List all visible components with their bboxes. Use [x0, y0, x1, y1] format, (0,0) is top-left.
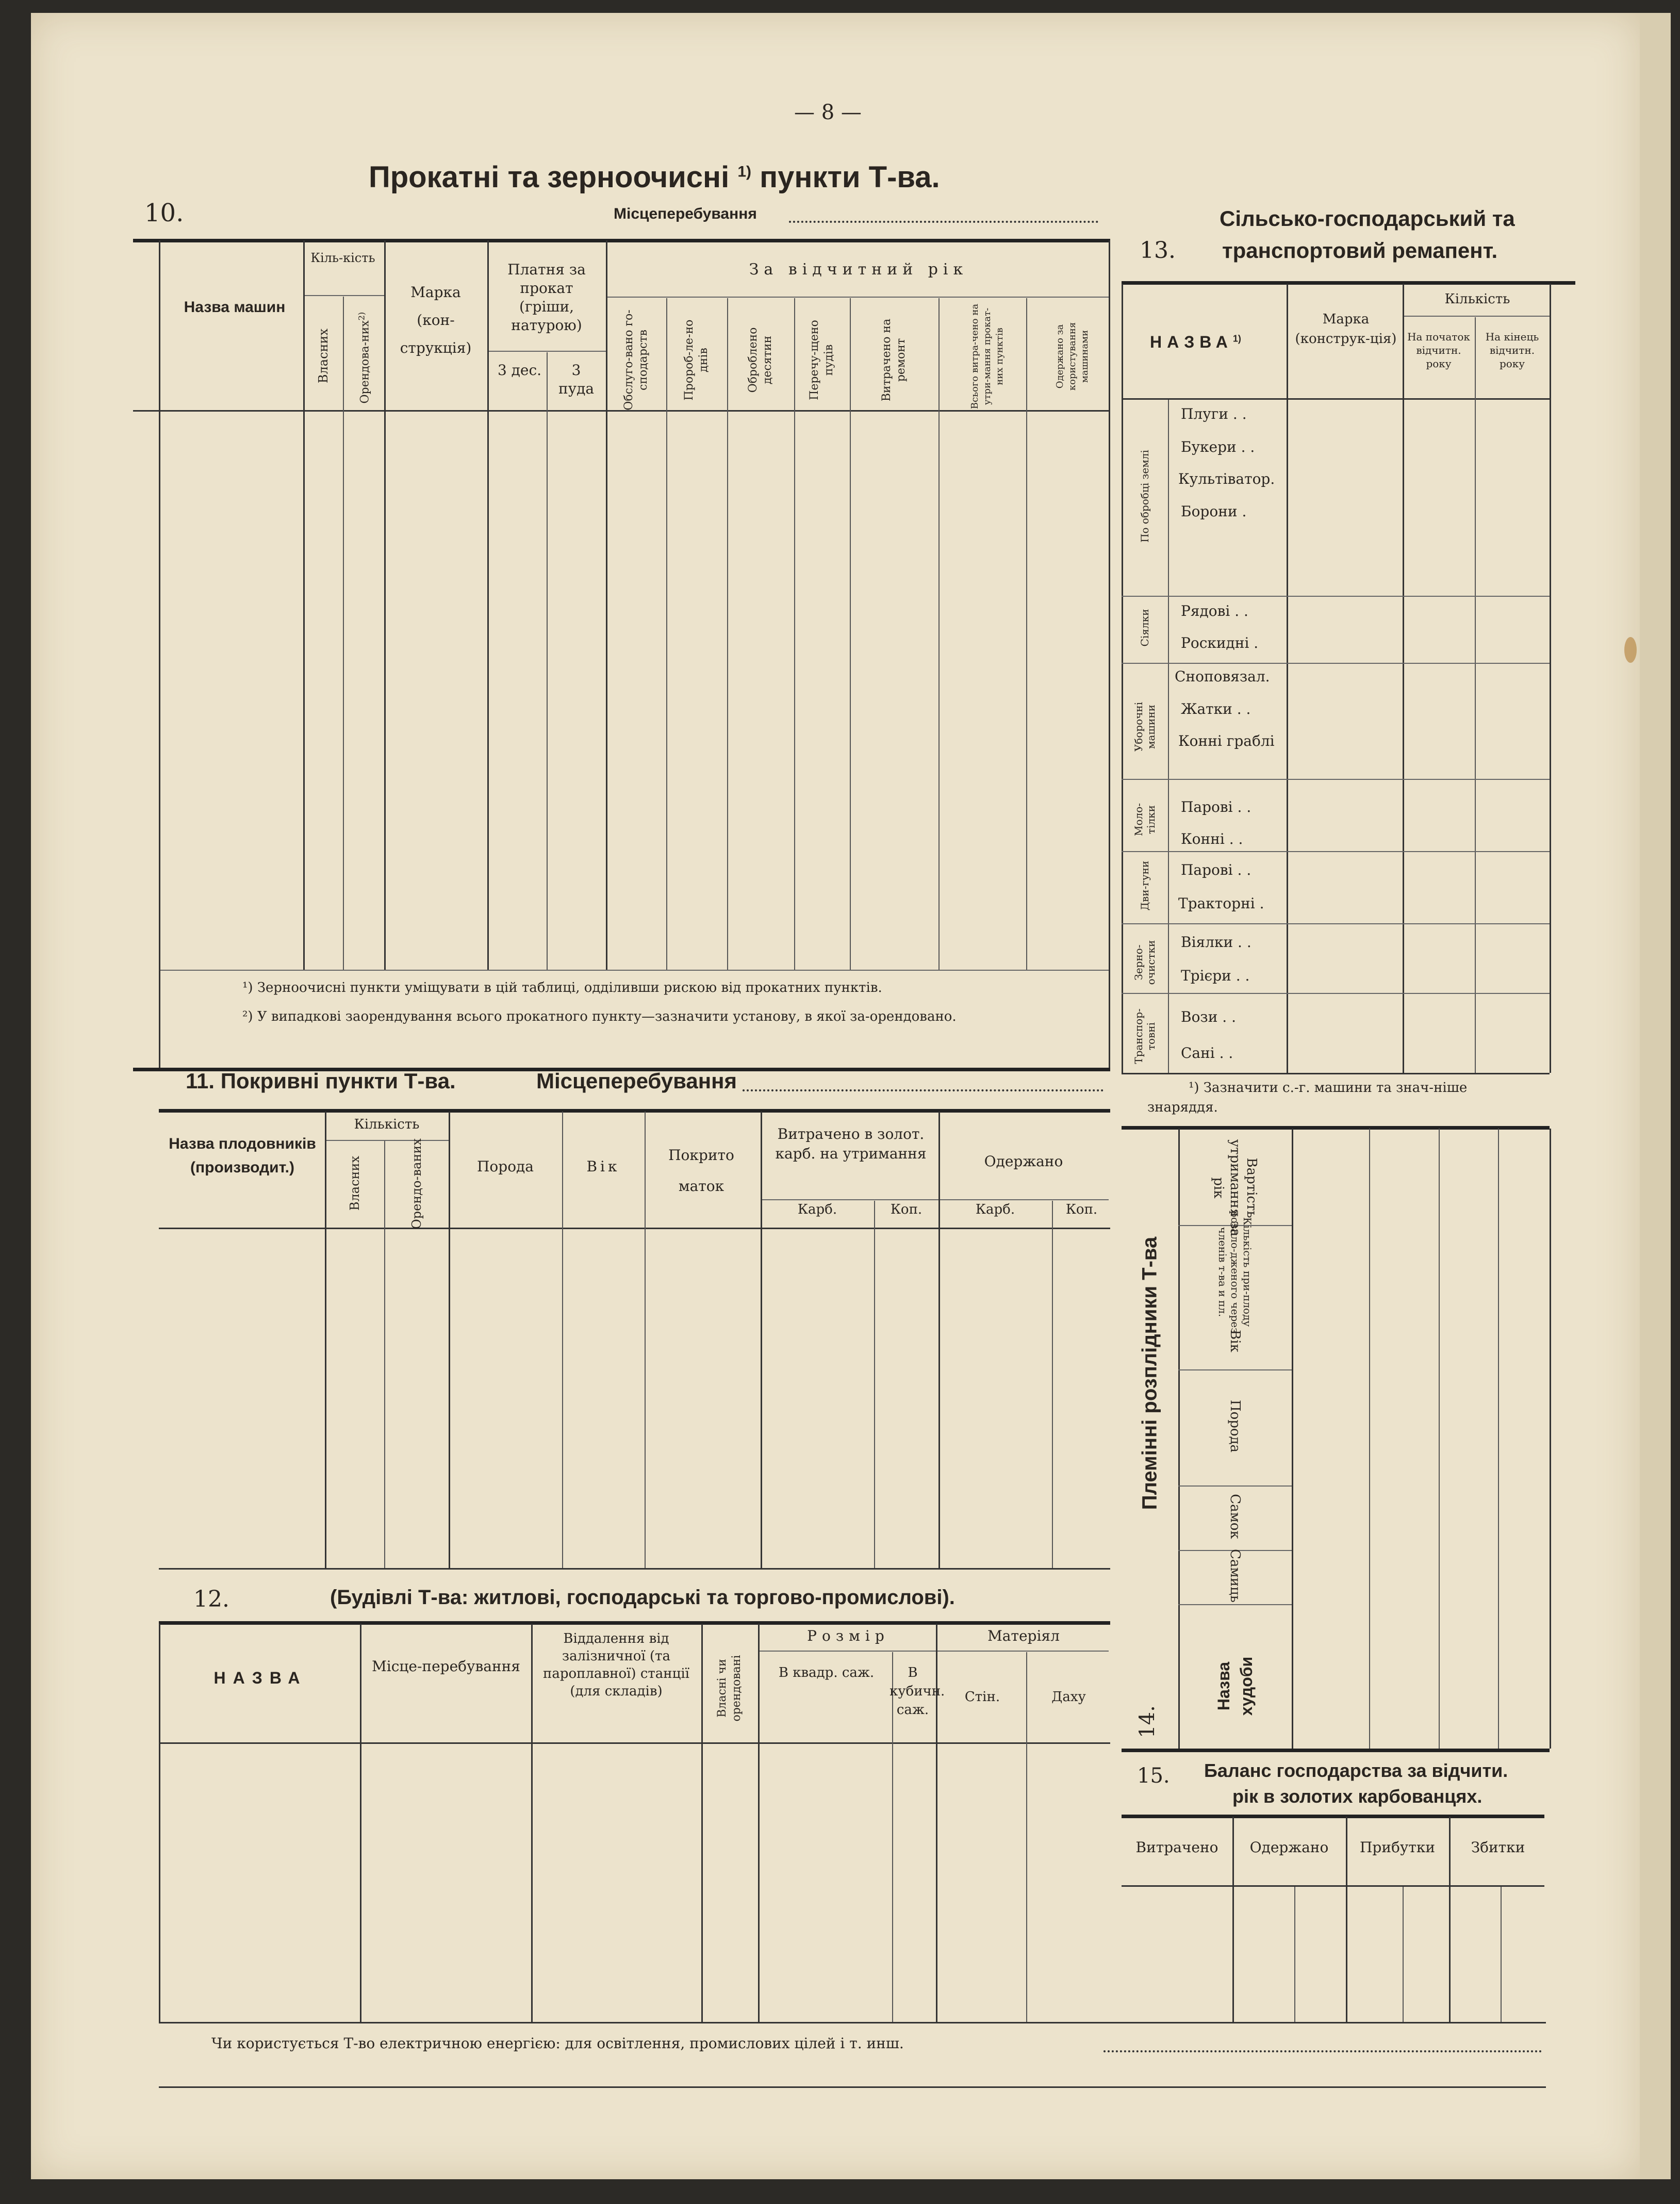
s10-col-line — [343, 297, 344, 970]
s15-header-bottom — [1122, 1885, 1544, 1887]
s13-title-a: Сільсько-господарський та — [1220, 206, 1515, 231]
s11-col-line — [1052, 1201, 1053, 1568]
s12-col-size: Розмір — [807, 1627, 890, 1644]
footer-bottom-rule — [159, 2086, 1546, 2088]
s12-col-distance: Віддалення від залізничної (та пароплавної) станції (для складів) — [543, 1631, 689, 1699]
s12-col-walls: Стін. — [964, 1689, 1000, 1705]
s13-item: Тракторні . — [1178, 895, 1264, 912]
s15-top-rule — [1122, 1815, 1544, 1818]
s10-col-own: Власних — [316, 328, 331, 384]
s10-col-line — [487, 240, 489, 970]
s10-col-line — [850, 298, 851, 970]
s11-location-label: Місцеперебування — [536, 1069, 737, 1093]
s13-item: Жатки . . — [1181, 700, 1251, 717]
s11-col-age: Вік — [586, 1158, 620, 1175]
s14-col-line — [1498, 1129, 1499, 1749]
s11-col-name: Назва плодовників (производит.) — [169, 1135, 316, 1176]
s13-item: Конні граблі — [1178, 732, 1275, 749]
s11-col-line — [384, 1141, 385, 1568]
s11-kop-1: Коп. — [890, 1202, 923, 1217]
s13-item: Конні . . — [1181, 830, 1243, 847]
s15-col-line — [1501, 1887, 1502, 2022]
s11-col-line — [562, 1112, 563, 1568]
s10-col-line — [606, 240, 607, 970]
s12-col-material: Матеріял — [987, 1627, 1060, 1644]
s13-group-6: Зерно-очистки — [1132, 940, 1157, 985]
s13-item: Віялки . . — [1181, 934, 1251, 951]
s11-kop-2: Коп. — [1065, 1202, 1098, 1217]
s11-col-line — [449, 1112, 450, 1568]
s11-col-line — [645, 1112, 646, 1568]
page-number: — 8 — — [794, 101, 862, 124]
s15-col-received: Одержано — [1249, 1839, 1329, 1856]
s13-item: Борони . — [1181, 503, 1247, 520]
s15-col-profit: Прибутки — [1360, 1839, 1435, 1856]
s12-header-bottom — [159, 1742, 1110, 1744]
s13-item: Трієри . . — [1181, 967, 1250, 984]
s10-title: Прокатні та зерноочисні $^{1)}$ пункти Т-ва. — [369, 160, 940, 194]
s13-group-sep — [1122, 923, 1550, 924]
s14-col-cost: Вартість утримання за рік — [1211, 1139, 1259, 1237]
s11-col-rent: Орендо-ваних — [409, 1138, 424, 1229]
s11-location-line — [743, 1089, 1103, 1091]
s14-col-line — [1369, 1129, 1370, 1749]
s13-group-3: Уборочні машини — [1132, 701, 1157, 752]
s10-bottom-table-rule — [159, 970, 1110, 971]
s13-header-bottom — [1122, 398, 1550, 400]
s10-col-brand: Марка (кон-струкція) — [400, 284, 472, 356]
s11-col-breed: Порода — [477, 1158, 534, 1175]
s11-top-rule — [159, 1109, 1110, 1113]
s10-col-year: За відчитний рік — [749, 260, 968, 279]
s15-col-line — [1403, 1887, 1404, 2022]
s10-col-line — [303, 240, 305, 970]
s12-col-area: В квадр. саж. — [778, 1665, 875, 1680]
s14-bottom-rule — [1122, 1749, 1550, 1752]
s10-year-col-2: Пророб-ле-но днів — [683, 319, 710, 401]
s13-top-rule — [1122, 281, 1575, 285]
s10-col-line — [666, 298, 667, 970]
s12-left-border — [159, 1624, 160, 2022]
s13-col-name: НАЗВА$^{1)}$ — [1150, 333, 1241, 351]
s13-item: Сані . . — [1181, 1044, 1233, 1062]
s15-col-line — [1346, 1817, 1347, 2022]
s10-col-qty: Кіль-кість — [310, 251, 375, 265]
s10-col-line — [547, 352, 548, 970]
s13-item: Сноповязал. — [1175, 668, 1270, 685]
s11-col-received: Одержано — [984, 1153, 1063, 1170]
s11-karb-2: Карб. — [975, 1202, 1015, 1217]
s13-item: Рядові . . — [1181, 602, 1248, 619]
s11-qty-rule — [325, 1140, 449, 1141]
s13-qty-rule — [1403, 316, 1550, 317]
s12-col-owned: Власні чи орендовані — [716, 1655, 743, 1722]
s10-col-line — [794, 298, 795, 970]
s13-left-border — [1122, 284, 1123, 1073]
s11-money-rule — [761, 1199, 1109, 1200]
s15-number: 15. — [1137, 1764, 1170, 1788]
s10-right-border — [1109, 240, 1110, 1068]
s13-group-4: Моло-тілки — [1132, 803, 1157, 837]
s14-col-line — [1292, 1129, 1293, 1749]
s14-col-name: Назва худоби — [1214, 1656, 1256, 1716]
s13-col-brand: Марка (конструк-ція) — [1295, 312, 1397, 347]
s13-item: Плуги . . — [1181, 405, 1247, 422]
s13-item: Парові . . — [1181, 798, 1251, 815]
s13-item: Культіватор. — [1178, 470, 1275, 487]
s12-col-location: Місце-перебування — [372, 1658, 520, 1675]
s13-right-border — [1550, 284, 1551, 1073]
s12-bottom-rule — [159, 2022, 1546, 2023]
s13-group-sep — [1122, 851, 1550, 852]
s10-location-line — [789, 221, 1098, 223]
s10-note-1: ¹) Зерноочисні пункти уміщувати в цій таблиці, одділивши рискою від прокатних пунктів. — [242, 980, 882, 995]
s10-col-line — [384, 240, 386, 970]
s12-top-rule — [159, 1621, 1110, 1625]
s10-qty-rule — [304, 295, 386, 296]
s10-year-col-4: Перечу-щено пудів — [808, 320, 835, 400]
paper-stain — [1624, 637, 1637, 663]
s13-col-line — [1403, 284, 1404, 1073]
s14-col-line — [1178, 1129, 1180, 1749]
s13-item: Вози . . — [1181, 1008, 1236, 1025]
s13-title-b: транспортовий ремапент. — [1222, 238, 1498, 263]
s10-year-rule — [607, 297, 1110, 298]
s14-col-count: Кількість при-плоду розпло-дженого через членів т-ва и пл. — [1216, 1211, 1254, 1333]
s11-col-spent: Витрачено в золот. карб. на утримання — [775, 1125, 927, 1162]
s11-col-line — [938, 1112, 940, 1568]
s13-item: Роскидні . — [1181, 634, 1259, 651]
s13-bottom-rule — [1122, 1073, 1550, 1074]
s13-group-sep — [1122, 663, 1550, 664]
s14-right-border — [1550, 1129, 1551, 1749]
s15-col-spent: Витрачено — [1135, 1839, 1218, 1856]
s12-title: (Будівлі Т-ва: житлові, господарські та торгово-промислові). — [330, 1586, 955, 1609]
s11-header-bottom — [159, 1228, 1110, 1229]
s13-group-sep — [1122, 993, 1550, 994]
s15-col-loss: Збитки — [1471, 1839, 1525, 1856]
s14-col-male: Самок — [1227, 1494, 1243, 1539]
s11-bottom-rule — [159, 1568, 1110, 1570]
s11-title: 11. Покривні пункти Т-ва. — [186, 1069, 456, 1093]
s12-col-line — [758, 1624, 760, 2022]
s10-col-rent: Орендова-них$^{2)}$ — [356, 312, 372, 404]
s13-item: Парові . . — [1181, 861, 1251, 878]
s13-col-line — [1475, 317, 1476, 1073]
s15-col-line — [1232, 1817, 1234, 2022]
s13-group-sep — [1122, 779, 1550, 780]
s11-col-line — [761, 1112, 762, 1568]
s15-title-b: рік в золотих карбованцях. — [1232, 1786, 1483, 1807]
s10-year-col-1: Обслуго-вано го-сподарств — [622, 309, 650, 411]
s10-year-col-3: Оброблено десятин — [747, 327, 774, 393]
s10-note-2: ²) У випадкові заорендування всього прокатного пункту—зазначити установу, в якої за-орендовано. — [242, 1009, 957, 1024]
s14-col-breed: Порода — [1227, 1399, 1243, 1453]
s11-col-line — [874, 1201, 875, 1568]
s15-col-line — [1294, 1887, 1295, 2022]
s10-year-col-7: Одержано за користування машинами — [1055, 322, 1090, 391]
s12-number: 12. — [193, 1586, 229, 1612]
s10-year-col-6: Всього витра-чено на утри-мання прокат-них пунктів — [969, 303, 1005, 410]
s10-location-label: Місцеперебування — [614, 205, 757, 222]
s11-col-own: Власних — [348, 1155, 362, 1211]
s11-karb-1: Карб. — [797, 1202, 837, 1217]
s12-col-line — [1026, 1652, 1027, 2022]
s13-item: Букери . . — [1181, 438, 1255, 455]
s11-col-qty: Кількість — [354, 1117, 420, 1132]
s10-col-name: Назва машин — [184, 299, 286, 316]
s10-col-line — [938, 298, 940, 970]
s12-col-name: НАЗВА — [213, 1669, 307, 1687]
s13-col-line — [1168, 400, 1169, 1073]
s13-group-2: Сіялки — [1139, 609, 1151, 647]
s10-number: 10. — [144, 199, 184, 227]
s11-col-covered: Покрито маток — [668, 1147, 734, 1195]
s13-col-qty: Кількість — [1444, 291, 1510, 307]
s15-col-line — [1449, 1817, 1451, 2022]
s10-year-col-5: Витрачено на ремонт — [880, 318, 908, 402]
binding-strip — [1640, 13, 1671, 2179]
s12-col-line — [360, 1624, 361, 2022]
s13-group-1: По обробці землі — [1139, 450, 1151, 543]
s13-group-7: Транспор-товні — [1132, 1008, 1157, 1064]
s10-col-fee-a: 3 дес. — [497, 362, 542, 379]
s14-col-age: Вік — [1227, 1330, 1243, 1352]
s14-number: 14. — [1135, 1705, 1159, 1738]
s12-size-rule — [758, 1651, 1109, 1652]
s10-top-rule — [133, 239, 1110, 242]
s12-col-line — [701, 1624, 703, 2022]
footer-question: Чи користується Т-во електричною енергією: для освітлення, промислових цілей і т. инш. — [211, 2035, 904, 2052]
s14-col-line — [1439, 1129, 1440, 1749]
s13-note: ¹) Зазначити с.-г. машини та знач-ніше знаряддя. — [1147, 1080, 1468, 1115]
s12-col-volume: В кубичн. саж. — [890, 1665, 945, 1718]
s14-top-rule — [1122, 1126, 1550, 1130]
footer-line — [1103, 2050, 1542, 2052]
s10-subheader-rule — [489, 351, 607, 352]
s13-col-start: На початок відчитн. року — [1407, 331, 1470, 370]
s14-col-female: Самиць — [1227, 1549, 1243, 1603]
s12-col-line — [531, 1624, 533, 2022]
s10-col-fee: Платня за прокат (гріши, натурою) — [507, 261, 586, 334]
s12-col-roof: Даху — [1051, 1689, 1086, 1705]
s14-title: Племінні розплідники Т-ва — [1138, 1236, 1161, 1510]
s10-left-border — [159, 240, 160, 1068]
s15-title-a: Баланс господарства за відчити. — [1204, 1760, 1508, 1781]
s13-group-sep — [1122, 596, 1550, 597]
s13-col-end: На кінець відчитн. року — [1485, 331, 1539, 370]
s13-group-5: Дви-гуни — [1139, 860, 1151, 911]
s10-col-line — [727, 298, 728, 970]
s13-number: 13. — [1140, 237, 1176, 264]
s10-col-fee-b: 3 пуда — [558, 362, 595, 397]
s11-col-line — [325, 1112, 326, 1568]
s10-col-line — [1026, 298, 1027, 970]
s13-col-line — [1287, 284, 1288, 1073]
